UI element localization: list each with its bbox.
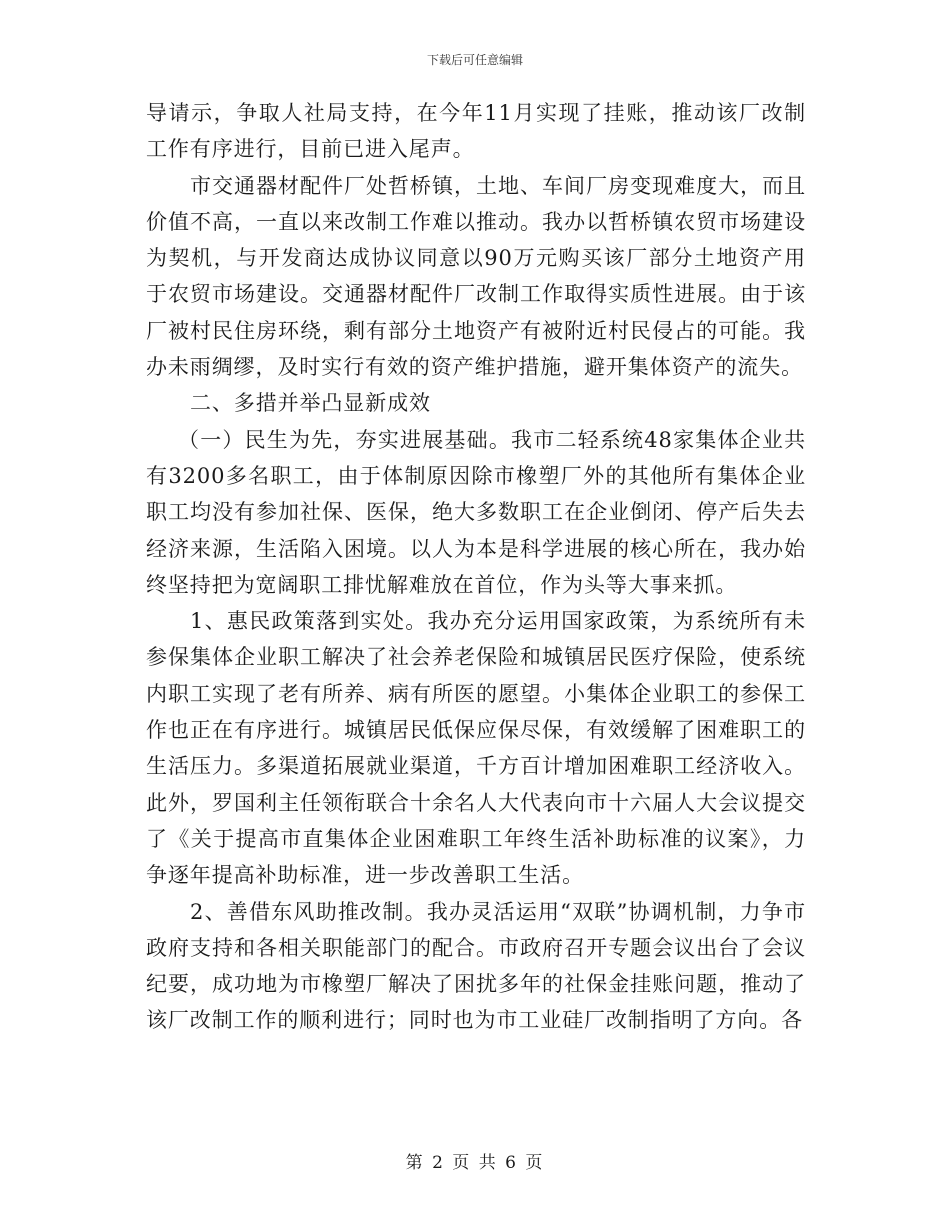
- subsection-livelihood: （一）民生为先，夯实进展基础。我市二轻系统48家集体企业共有3200多名职工，由于体制原因除市橡塑厂外的其他所有集体企业职工均没有参加社保、医保，绝大多数职工在企业倒闭、停产后失去经济来源，生活陷入困境。以人为本是科学进展的核心所在，我办始终坚持把为宽阔职工排忧解难放在首位，作为头等大事来抓。: [146, 427, 806, 597]
- page-number-footer: 第 2 页 共 6 页: [405, 1153, 545, 1173]
- paragraph-restructuring: 2、善借东风助推改制。我办灵活运用“双联”协调机制，力争市政府支持和各相关职能部门的配合。市政府召开专题会议出台了会议纪要，成功地为市橡塑厂解决了困扰多年的社保金挂账问题，推动了该厂改制工作的顺利进行；同时也为市工业硅厂改制指明了方向。各: [146, 899, 806, 1033]
- section-heading: 二、多措并举凸显新成效: [190, 391, 431, 416]
- page-header: 下载后可任意编辑: [426, 53, 523, 67]
- paragraph-traffic-equipment-factory: 市交通器材配件厂处哲桥镇，土地、车间厂房变现难度大，而且价值不高，一直以来改制工作难以推动。我办以哲桥镇农贸市场建设为契机，与开发商达成协议同意以90万元购买该厂部分土地资产用于农贸市场建设。交通器材配件厂改制工作取得实质性进展。由于该厂被村民住房环绕，剩有部分土地资产有被附近村民侵占的可能。我办未雨绸缪，及时实行有效的资产维护措施，避开集体资产的流失。: [146, 173, 806, 380]
- document-body: [146, 95, 806, 1039]
- paragraph-continuation: 导请示，争取人社局支持，在今年11月实现了挂账，推动该厂改制工作有序进行，目前已进入尾声。: [146, 101, 806, 162]
- paragraph-policy-implementation: 1、惠民政策落到实处。我办充分运用国家政策，为系统所有未参保集体企业职工解决了社会养老保险和城镇居民医疗保险，使系统内职工实现了老有所养、病有所医的愿望。小集体企业职工的参保工作也正在有序进行。城镇居民低保应保尽保，有效缓解了困难职工的生活压力。多渠道拓展就业渠道，千方百计增加困难职工经济收入。此外，罗国利主任领衔联合十余名人大代表向市十六届人大会议提交了《关于提高市直集体企业困难职工年终生活补助标准的议案》，力争逐年提高补助标准，进一步改善职工生活。: [146, 609, 806, 888]
